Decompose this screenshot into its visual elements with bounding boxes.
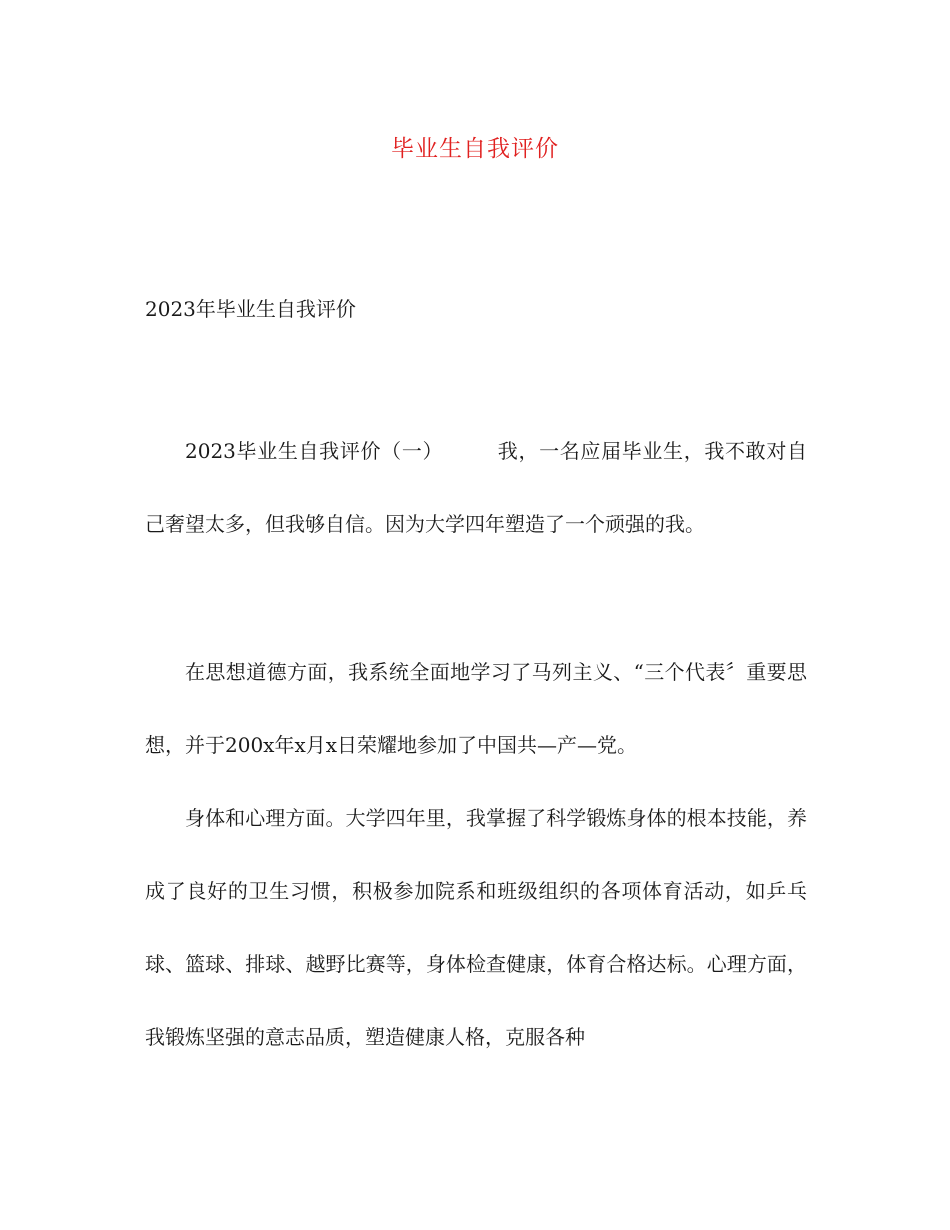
paragraph-1 [145, 415, 807, 561]
paragraph-3 [145, 782, 807, 1074]
paragraph-2 [145, 636, 807, 782]
paragraph-1-lead: 2023毕业生自我评价（一） [185, 439, 444, 463]
paragraph-3-text: 身体和心理方面。大学四年里，我掌握了科学锻炼身体的根本技能，养成了良好的卫生习惯，积极参加院系和班级组织的各项体育活动，如乒乓球、篮球、排球、越野比赛等，身体检查健康，体育合格达标。心理方面，我锻炼坚强的意志品质，塑造健康人格，克服各种 [145, 806, 807, 1049]
paragraph-2-text: 在思想道德方面，我系统全面地学习了马列主义、“三个代表〞重要思想，并于200x年x月x日荣耀地参加了中国共—产—党。 [145, 660, 807, 757]
document-title: 毕业生自我评价 [391, 136, 559, 162]
paragraph-1-text: 我，一名应届毕业生，我不敢对自己奢望太多，但我够自信。因为大学四年塑造了一个顽强的我。 [145, 439, 808, 536]
document-subtitle: 2023年毕业生自我评价 [145, 297, 356, 321]
